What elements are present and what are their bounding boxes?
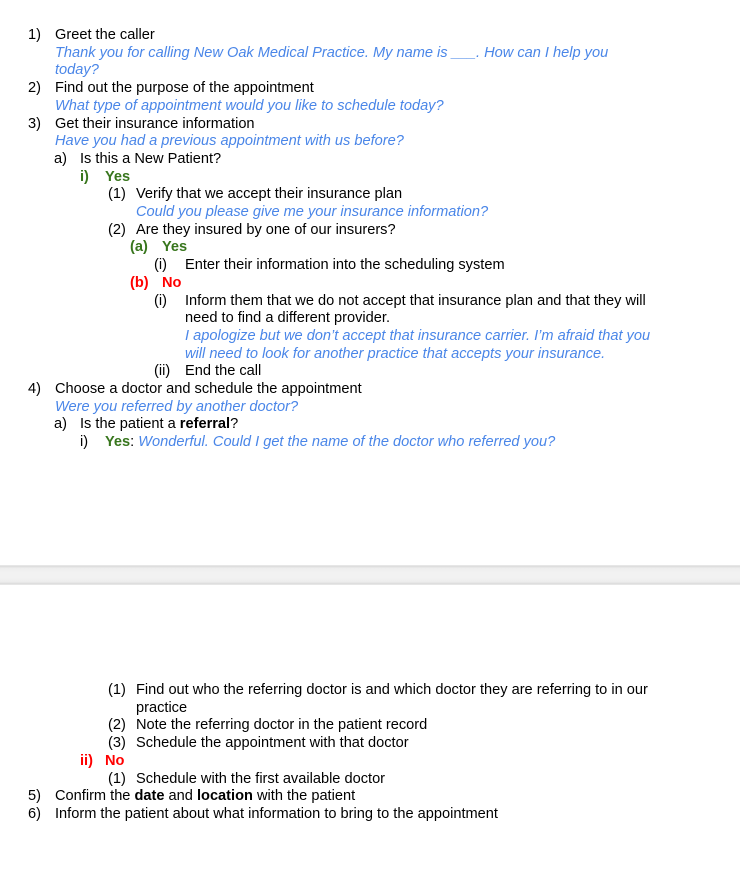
text-segment: today?: [55, 62, 99, 79]
text-segment: date: [134, 788, 165, 805]
text-segment: and: [164, 788, 197, 805]
text-segment: ?: [230, 416, 239, 433]
doc-line: [0, 45, 740, 63]
list-marker: (ii): [154, 363, 171, 380]
page-break-gap: [0, 565, 740, 585]
list-marker: 6): [28, 805, 41, 822]
list-marker: 2): [28, 80, 41, 97]
doc-line: [0, 151, 740, 169]
list-marker: 4): [28, 381, 41, 398]
doc-line: [0, 133, 740, 151]
page-2-content: [0, 682, 740, 824]
doc-line: [0, 346, 740, 364]
doc-line: [0, 169, 740, 187]
text-segment: Choose a doctor and schedule the appointment: [55, 381, 362, 398]
text-segment: Yes: [162, 239, 188, 256]
list-marker: 3): [28, 115, 41, 132]
page-1-content: [0, 27, 740, 452]
doc-line: [0, 27, 740, 45]
list-marker: i): [80, 168, 89, 185]
text-segment: Inform them that we do not accept that insurance plan and that they will: [185, 292, 646, 309]
text-segment: Wonderful. Could I get the name of the doctor who referred you?: [138, 434, 556, 451]
doc-line: [0, 381, 740, 399]
text-segment: No: [162, 274, 182, 291]
doc-line: [0, 788, 740, 806]
text-segment: End the call: [185, 363, 262, 380]
list-marker: (i): [154, 292, 167, 309]
text-segment: need to find a different provider.: [185, 310, 390, 327]
text-segment: Find out the purpose of the appointment: [55, 80, 314, 97]
list-marker: (a): [130, 239, 148, 256]
text-segment: Inform the patient about what information to bring to the appointment: [55, 805, 498, 822]
text-segment: Schedule the appointment with that doctor: [136, 735, 409, 752]
doc-line: [0, 275, 740, 293]
text-segment: :: [130, 434, 139, 451]
text-segment: Thank you for calling New Oak Medical Practice. My name is ___. How can I help you: [55, 44, 609, 61]
list-marker: (2): [108, 221, 126, 238]
text-segment: practice: [136, 699, 188, 716]
list-marker: 5): [28, 788, 41, 805]
doc-line: [0, 735, 740, 753]
list-marker: (3): [108, 735, 126, 752]
text-segment: Verify that we accept their insurance plan: [136, 186, 403, 203]
text-segment: Note the referring doctor in the patient record: [136, 717, 428, 734]
doc-line: [0, 363, 740, 381]
doc-line: [0, 399, 740, 417]
list-marker: (b): [130, 274, 149, 291]
text-segment: Yes: [105, 434, 131, 451]
list-marker: (1): [108, 682, 126, 698]
doc-line: [0, 717, 740, 735]
text-segment: Confirm the: [55, 788, 135, 805]
doc-line: [0, 806, 740, 824]
list-marker: 1): [28, 27, 41, 43]
list-marker: i): [80, 434, 89, 451]
text-segment: Is the patient a: [80, 416, 180, 433]
text-segment: Greet the caller: [55, 27, 155, 43]
doc-line: [0, 416, 740, 434]
text-segment: Have you had a previous appointment with us before?: [55, 133, 404, 150]
text-segment: Get their insurance information: [55, 115, 255, 132]
list-marker: (1): [108, 770, 126, 787]
doc-line: [0, 116, 740, 134]
doc-line: [0, 293, 740, 311]
doc-line: [0, 771, 740, 789]
doc-line: [0, 434, 740, 452]
doc-line: [0, 239, 740, 257]
text-segment: Enter their information into the scheduling system: [185, 257, 505, 274]
text-segment: Were you referred by another doctor?: [55, 398, 299, 415]
doc-line: [0, 257, 740, 275]
doc-line: [0, 204, 740, 222]
text-segment: Schedule with the first available doctor: [136, 770, 386, 787]
list-marker: ii): [80, 752, 93, 769]
doc-line: [0, 328, 740, 346]
text-segment: Yes: [105, 168, 131, 185]
doc-line: [0, 222, 740, 240]
text-segment: I apologize but we don’t accept that insurance carrier. I’m afraid that you: [185, 327, 651, 344]
list-marker: a): [54, 416, 67, 433]
text-segment: Are they insured by one of our insurers?: [136, 221, 396, 238]
list-marker: (1): [108, 186, 126, 203]
text-segment: Could you please give me your insurance information?: [136, 204, 489, 221]
text-segment: No: [105, 752, 125, 769]
list-marker: (2): [108, 717, 126, 734]
doc-line: [0, 700, 740, 718]
text-segment: referral: [179, 416, 231, 433]
doc-line: [0, 186, 740, 204]
doc-line: [0, 682, 740, 700]
doc-line: [0, 62, 740, 80]
list-marker: a): [54, 150, 67, 167]
doc-line: [0, 753, 740, 771]
text-segment: location: [196, 788, 253, 805]
list-marker: (i): [154, 257, 167, 274]
doc-line: [0, 310, 740, 328]
doc-line: [0, 80, 740, 98]
doc-line: [0, 98, 740, 116]
text-segment: Is this a New Patient?: [80, 150, 222, 167]
text-segment: with the patient: [252, 788, 356, 805]
text-segment: What type of appointment would you like to schedule today?: [55, 97, 444, 114]
text-segment: Find out who the referring doctor is and which doctor they are referring to in our: [136, 682, 648, 698]
text-segment: will need to look for another practice that accepts your insurance.: [185, 345, 606, 362]
